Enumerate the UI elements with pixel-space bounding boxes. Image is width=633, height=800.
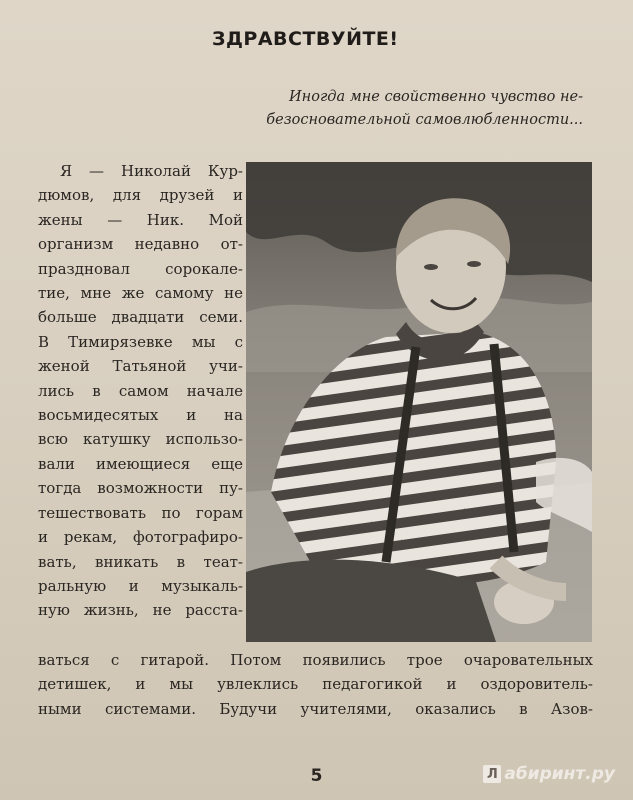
- text-line: восьмидесятых и на: [38, 406, 243, 425]
- text-line: ными системами. Будучи учителями, оказались в Азов-: [38, 699, 593, 718]
- text-line: всю катушку использо-: [38, 430, 243, 449]
- text-line: ную жизнь, не расста-: [38, 601, 243, 620]
- text-line: вали имеющиеся еще: [38, 454, 243, 473]
- text-line: Я — Николай Кур-: [60, 162, 243, 180]
- text-column: [38, 159, 243, 623]
- text-line: вать, вникать в теат-: [38, 552, 243, 571]
- author-photo: [246, 162, 592, 642]
- labirint-logo-icon: Л: [483, 765, 501, 783]
- text-line: праздновал сорокале-: [38, 259, 243, 278]
- text-line: В Тимирязевке мы с: [38, 332, 243, 351]
- text-line: тогда возможности пу-: [38, 479, 243, 498]
- epigraph-line: безосновательной самовлюбленности...: [266, 112, 583, 128]
- text-line: тешествовать по горам: [38, 503, 243, 522]
- text-line: ральную и музыкаль-: [38, 576, 243, 595]
- text-line: детишек, и мы увлеклись педагогикой и оздоровитель-: [38, 675, 593, 694]
- full-width-text: [38, 648, 593, 721]
- text-line: больше двадцати семи.: [38, 308, 243, 327]
- page-number: 5: [310, 766, 323, 786]
- text-line: и рекам, фотографиро-: [38, 528, 243, 547]
- page-title: ЗДРАВСТВУЙТЕ!: [212, 28, 399, 50]
- text-line: женой Татьяной учи-: [38, 357, 243, 376]
- text-line: ваться с гитарой. Потом появились трое очаровательных: [38, 651, 593, 669]
- labirint-watermark: [483, 764, 615, 784]
- text-line: лись в самом начале: [38, 381, 243, 400]
- watermark-text: абиринт.ру: [504, 764, 615, 784]
- epigraph-line: Иногда мне свойственно чувство не-: [289, 89, 583, 105]
- text-line: дюмов, для друзей и: [38, 186, 243, 205]
- epigraph: [266, 86, 583, 132]
- text-line: тие, мне же самому не: [38, 284, 243, 303]
- text-line: жены — Ник. Мой: [38, 210, 243, 229]
- text-line: организм недавно от-: [38, 235, 243, 254]
